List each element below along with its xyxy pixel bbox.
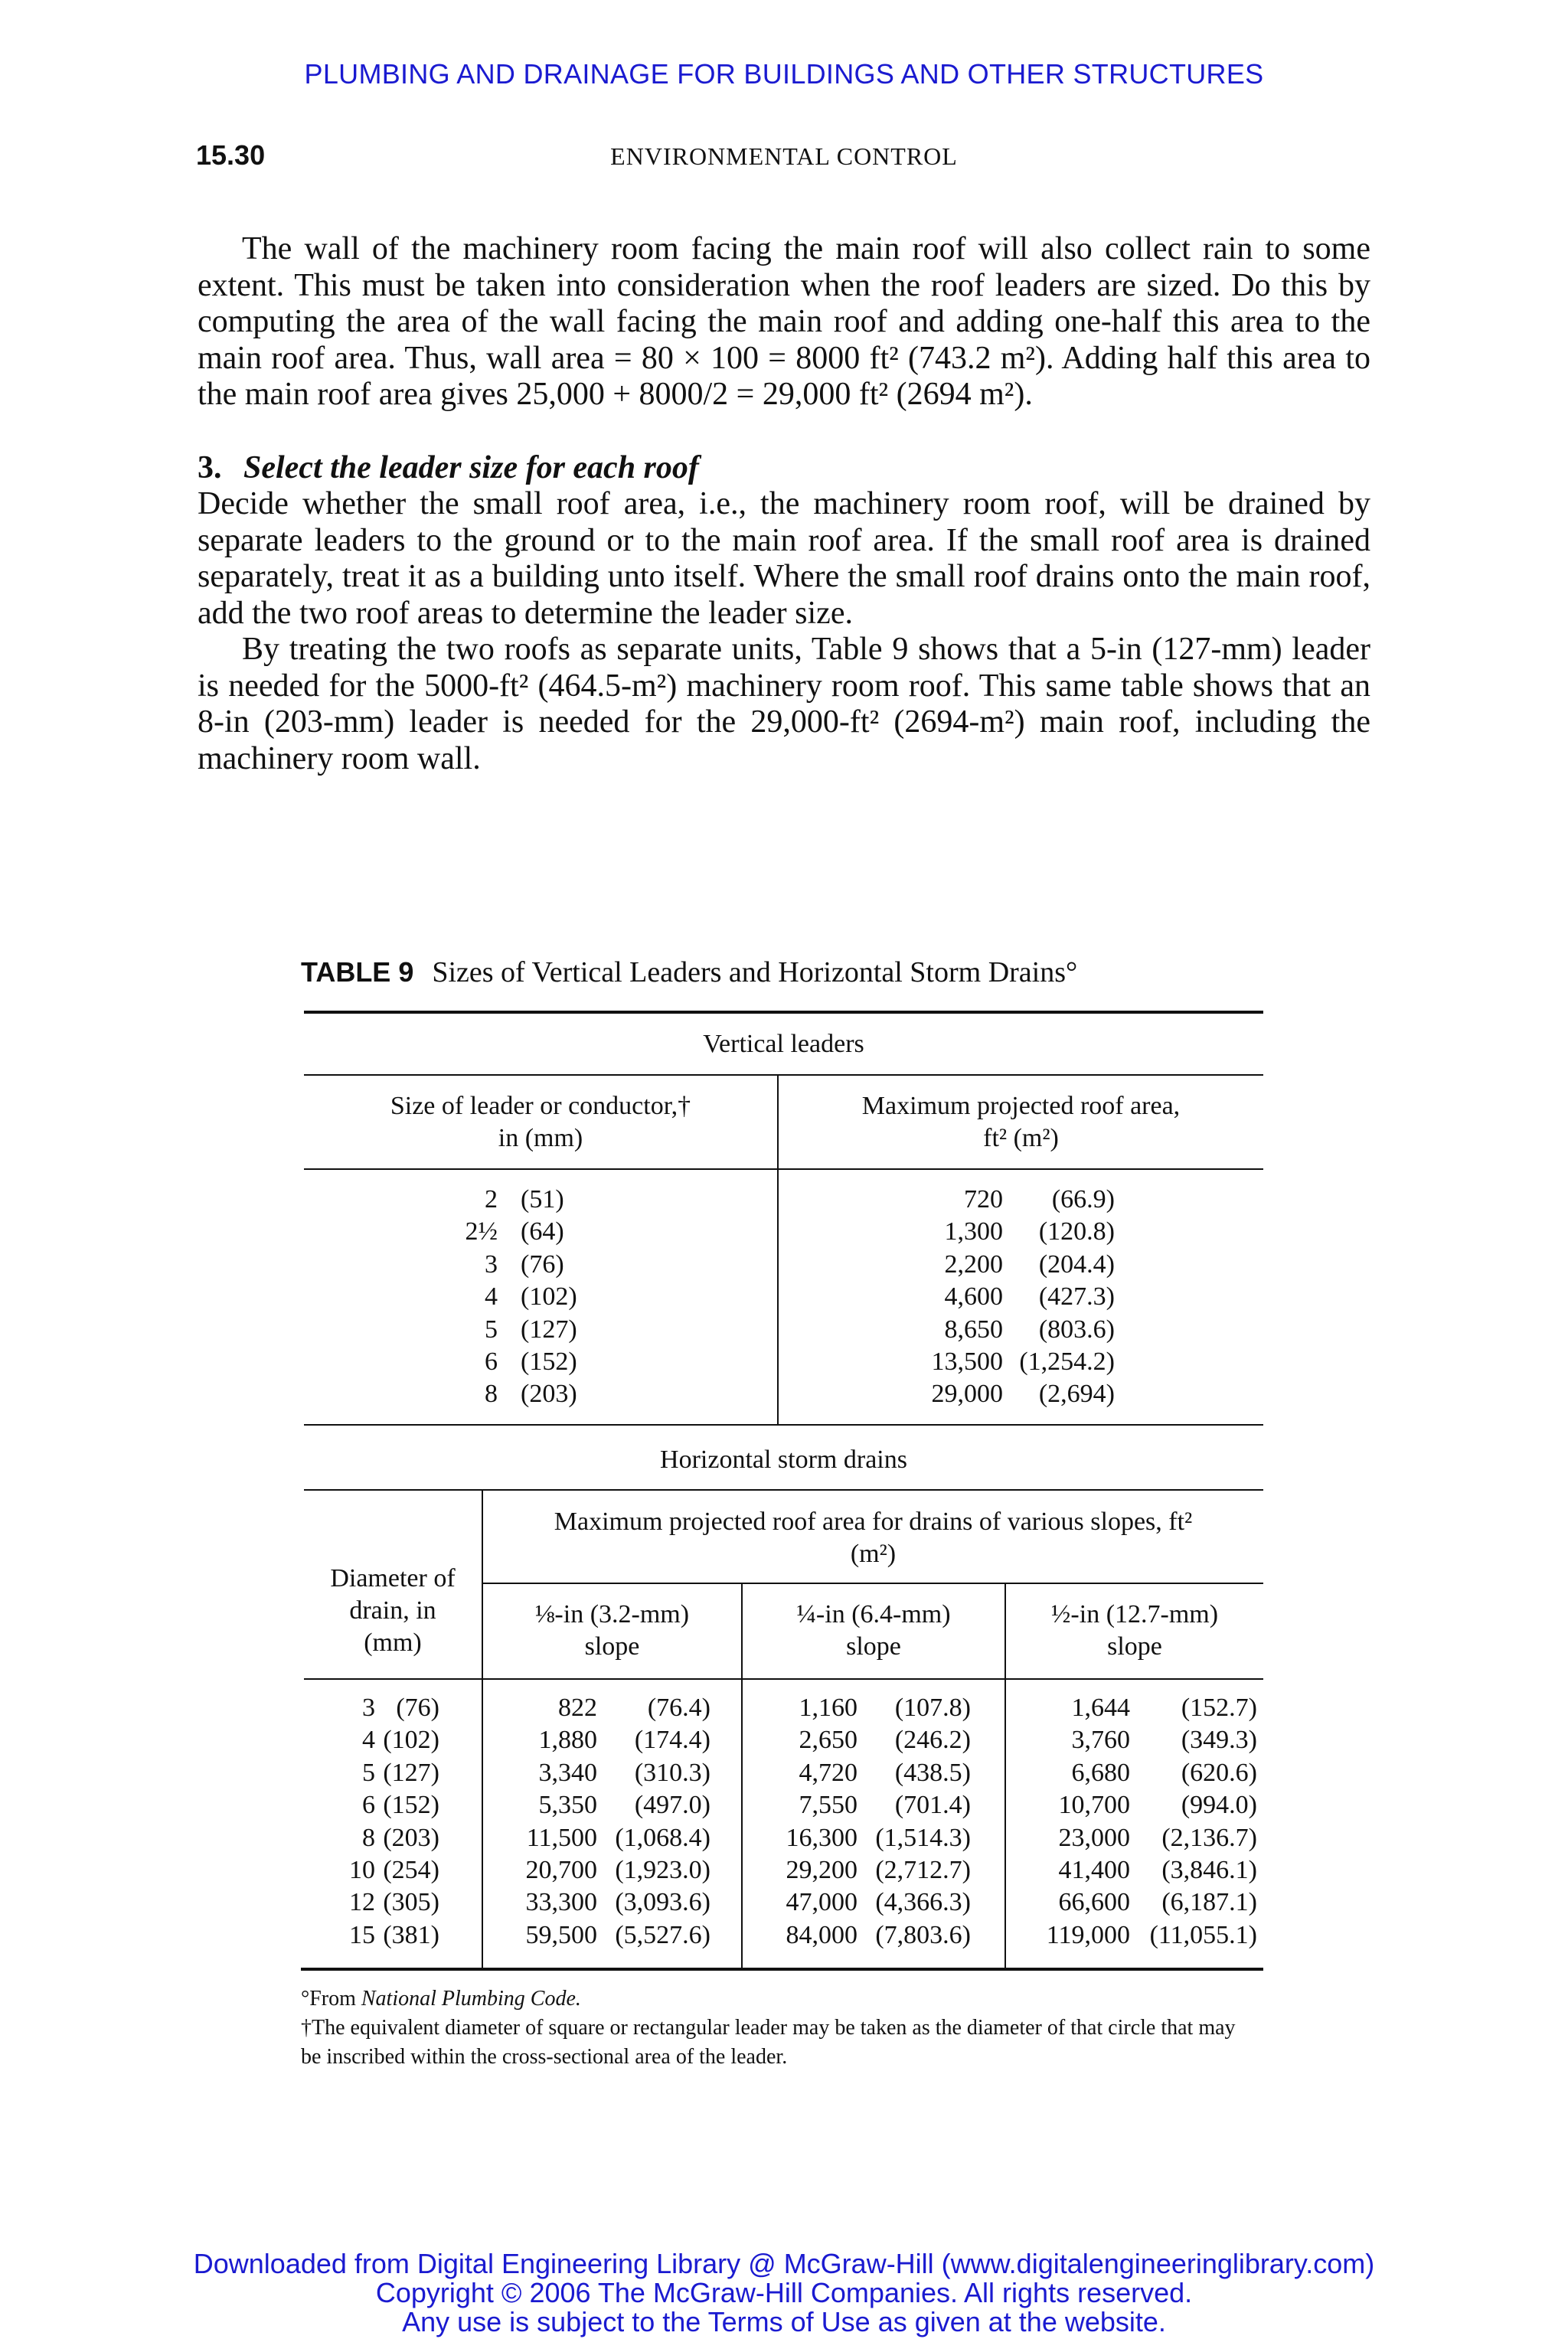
table-cell: (102): [521, 1282, 577, 1312]
table-cell: 720: [964, 1185, 1003, 1214]
table-title: Sizes of Vertical Leaders and Horizontal Storm Drains°: [432, 956, 1078, 988]
table-cell: (107.8): [894, 1694, 971, 1722]
table-cell: 2,650: [799, 1726, 858, 1755]
table-cell: 6: [362, 1791, 375, 1820]
table-cell: (76.4): [647, 1694, 710, 1722]
table-cell: (152): [383, 1791, 439, 1820]
table-cell: 33,300: [525, 1888, 597, 1917]
slope3-area-column: [1018, 1692, 1130, 1952]
table-cell: 2,200: [944, 1250, 1003, 1279]
table-cell: (1,254.2): [1019, 1348, 1115, 1377]
slope-header: [1006, 1599, 1263, 1663]
paragraph: The wall of the machinery room facing the main roof will also collect rain to some extent. This must be taken into consideration when the roof leaders are sized. Do this by computing the area of the wall facing the main roof and adding one-half this area to the main roof area. Thus, wall area = 80 × 100 = 8000 ft² (743.2 m²). Adding half this area to the main roof area gives 25,000 + 8000/2 = 29,000 ft² (2694 m²).: [198, 231, 1370, 412]
table-label: TABLE 9: [301, 956, 414, 988]
table-cell: 4,600: [944, 1282, 1003, 1312]
table-cell: (310.3): [634, 1758, 710, 1787]
table-cell: 6,680: [1071, 1758, 1130, 1787]
column-header-line: ¼-in (6.4-mm): [796, 1600, 951, 1628]
table-cell: (994.0): [1181, 1791, 1257, 1820]
column-header-line: Maximum projected roof area for drains of various slopes, ft²: [554, 1508, 1193, 1536]
table-cell: (381): [383, 1920, 439, 1949]
diameter-column: [345, 1692, 375, 1952]
table-cell: 8: [362, 1823, 375, 1852]
table-cell: 822: [558, 1694, 597, 1722]
table-cell: (1,923.0): [615, 1856, 710, 1885]
span-header: [483, 1506, 1263, 1570]
table-cell: 66,600: [1058, 1888, 1130, 1917]
table-cell: (6,187.1): [1161, 1888, 1257, 1917]
table-cell: (2,136.7): [1161, 1823, 1257, 1852]
column-header: [779, 1090, 1263, 1155]
table-cell: (51): [521, 1185, 564, 1214]
section-title: ENVIRONMENTAL CONTROL: [610, 142, 958, 170]
body-text: [198, 231, 1370, 777]
table-cell: (438.5): [894, 1758, 971, 1787]
table-cell: (4,366.3): [875, 1888, 971, 1917]
table-cell: 8,650: [944, 1315, 1003, 1344]
table-cell: 8: [485, 1380, 498, 1409]
table-rule: [304, 1678, 1263, 1680]
download-footer: [0, 2249, 1568, 2337]
footnote-mark: °From: [301, 1987, 361, 2011]
table-cell: 1,644: [1071, 1694, 1130, 1722]
table-cell: 7,550: [799, 1791, 858, 1820]
table-cell: (1,514.3): [875, 1823, 971, 1852]
diameter-header: [304, 1563, 482, 1659]
table-cell: 2½: [465, 1217, 498, 1246]
table-cell: (305): [383, 1888, 439, 1917]
slope2-area-column: [758, 1692, 858, 1952]
slope-header: [483, 1599, 741, 1663]
table-rule: [304, 1424, 1263, 1426]
column-header-line: slope: [584, 1632, 640, 1661]
table-rule: [304, 1489, 1263, 1491]
table-cell: 3: [485, 1250, 498, 1279]
column-header-line: ⅛-in (3.2-mm): [534, 1600, 690, 1628]
table-rule: [304, 1168, 1263, 1170]
footer-line: Downloaded from Digital Engineering Library @ McGraw-Hill (www.digitalengineeringlibrary.com): [193, 2248, 1375, 2279]
column-header-line: Maximum projected roof area,: [861, 1092, 1181, 1120]
table-cell: (497.0): [634, 1791, 710, 1820]
slope1-m2-column: [599, 1692, 710, 1952]
footnote-source-title: National Plumbing Code.: [361, 1987, 581, 2011]
vertical-leaders-heading: Vertical leaders: [703, 1030, 864, 1058]
horizontal-drains-heading: Horizontal storm drains: [660, 1446, 907, 1474]
table-cell: 20,700: [525, 1856, 597, 1885]
table-cell: (66.9): [1051, 1185, 1115, 1214]
column-header-line: (mm): [364, 1628, 422, 1657]
table-cell: (3,093.6): [615, 1888, 710, 1917]
table-rule-top: [304, 1011, 1263, 1014]
vertical-size-column: [459, 1184, 498, 1411]
table-cell: (1,068.4): [615, 1823, 710, 1852]
footnote-source: [301, 1984, 1258, 2014]
table-footnotes: [301, 1984, 1258, 2072]
table-cell: 10: [349, 1856, 375, 1885]
vertical-size-mm-column: [521, 1184, 612, 1411]
slope2-m2-column: [859, 1692, 971, 1952]
page-number: 15.30: [196, 139, 266, 171]
table-cell: (7,803.6): [875, 1920, 971, 1949]
table-cell: 3: [362, 1694, 375, 1722]
table-cell: (11,055.1): [1149, 1920, 1257, 1949]
table-cell: (152): [521, 1348, 577, 1377]
footnote-dagger: †The equivalent diameter of square or rectangular leader may be taken as the diameter of that circle that may be inscribed within the cross-sectional area of the leader.: [301, 2016, 1236, 2069]
footer-line: Any use is subject to the Terms of Use as given at the website.: [402, 2306, 1166, 2337]
step-number: 3.: [198, 449, 222, 485]
column-header-line: ft² (m²): [983, 1124, 1059, 1152]
table-cell: (2,694): [1038, 1380, 1115, 1409]
table-cell: (3,846.1): [1161, 1856, 1257, 1885]
table-cell: 13,500: [931, 1348, 1003, 1377]
table-cell: 15: [349, 1920, 375, 1949]
table-cell: (203): [383, 1823, 439, 1852]
table-cell: (427.3): [1038, 1282, 1115, 1312]
column-header-line: drain, in: [349, 1596, 436, 1625]
table-cell: 29,000: [931, 1380, 1003, 1409]
running-title: PLUMBING AND DRAINAGE FOR BUILDINGS AND OTHER STRUCTURES: [304, 58, 1264, 90]
column-header-line: in (mm): [498, 1124, 583, 1152]
paragraph: By treating the two roofs as separate units, Table 9 shows that a 5-in (127-mm) leader is needed for the 5000-ft² (464.5-m²) machinery room roof. This same table shows that an 8-in (203-mm) leader is needed for the 29,000-ft² (2694-m²) main roof, including the machinery room wall.: [198, 632, 1370, 776]
table-cell: 84,000: [786, 1920, 858, 1949]
table-cell: 59,500: [525, 1920, 597, 1949]
table-cell: (803.6): [1038, 1315, 1115, 1344]
table-cell: (76): [521, 1250, 564, 1279]
table-caption: [301, 956, 1077, 989]
table-cell: 29,200: [786, 1856, 858, 1885]
table-cell: (64): [521, 1217, 564, 1246]
table-cell: 6: [485, 1348, 498, 1377]
table-cell: (152.7): [1181, 1694, 1257, 1722]
table-cell: 4: [485, 1282, 498, 1312]
table-cell: (203): [521, 1380, 577, 1409]
vertical-area-m2-column: [1008, 1184, 1115, 1411]
table-cell: (2,712.7): [875, 1856, 971, 1885]
table-cell: 1,160: [799, 1694, 858, 1722]
step-title: Select the leader size for each roof: [243, 449, 699, 485]
table-cell: 12: [349, 1888, 375, 1917]
table-cell: 4,720: [799, 1758, 858, 1787]
column-header-line: ½-in (12.7-mm): [1050, 1600, 1219, 1628]
table-cell: (254): [383, 1856, 439, 1885]
step-heading: [198, 450, 1370, 487]
footer-line: Copyright © 2006 The McGraw-Hill Companies. All rights reserved.: [375, 2277, 1193, 2308]
diameter-mm-column: [378, 1692, 439, 1952]
table-cell: 119,000: [1046, 1920, 1130, 1949]
table-cell: 4: [362, 1726, 375, 1755]
table-cell: (76): [396, 1694, 439, 1722]
table-cell: (120.8): [1038, 1217, 1115, 1246]
table-cell: 16,300: [786, 1823, 858, 1852]
table-cell: 10,700: [1058, 1791, 1130, 1820]
table-cell: (701.4): [894, 1791, 971, 1820]
column-header-line: slope: [1107, 1632, 1162, 1661]
column-header-line: Diameter of: [330, 1564, 456, 1592]
table-cell: (174.4): [634, 1726, 710, 1755]
table-cell: 11,500: [526, 1823, 597, 1852]
table-cell: (127): [383, 1758, 439, 1787]
column-header-line: slope: [846, 1632, 901, 1661]
table-cell: 41,400: [1058, 1856, 1130, 1885]
table-cell: (102): [383, 1726, 439, 1755]
table-cell: (5,527.6): [615, 1920, 710, 1949]
table-cell: (246.2): [894, 1726, 971, 1755]
table-cell: 5: [485, 1315, 498, 1344]
vertical-area-column: [888, 1184, 1003, 1411]
table-cell: 1,300: [944, 1217, 1003, 1246]
table-cell: 23,000: [1058, 1823, 1130, 1852]
table-cell: 47,000: [786, 1888, 858, 1917]
table-rule-bottom: [301, 1968, 1263, 1971]
table-cell: 5: [362, 1758, 375, 1787]
column-header-line: Size of leader or conductor,†: [390, 1092, 691, 1120]
table-cell: (127): [521, 1315, 577, 1344]
table-cell: (204.4): [1038, 1250, 1115, 1279]
column-header: [304, 1090, 777, 1155]
slope1-area-column: [498, 1692, 597, 1952]
table-cell: (349.3): [1181, 1726, 1257, 1755]
table-cell: 3,760: [1071, 1726, 1130, 1755]
table-rule: [483, 1583, 1263, 1584]
table-cell: 5,350: [538, 1791, 597, 1820]
column-header-line: (m²): [850, 1540, 897, 1568]
table-cell: (620.6): [1181, 1758, 1257, 1787]
table-cell: 1,880: [538, 1726, 597, 1755]
table-cell: 3,340: [538, 1758, 597, 1787]
slope-header: [743, 1599, 1004, 1663]
table-cell: 2: [485, 1185, 498, 1214]
table-rule: [304, 1074, 1263, 1076]
paragraph: Decide whether the small roof area, i.e., the machinery room roof, will be drained by separate leaders to the ground or to the main roof area. If the small roof area is drained separately, treat it as a building unto itself. Where the small roof drains onto the main roof, add the two roof areas to determine the leader size.: [198, 486, 1370, 631]
slope3-m2-column: [1132, 1692, 1257, 1952]
